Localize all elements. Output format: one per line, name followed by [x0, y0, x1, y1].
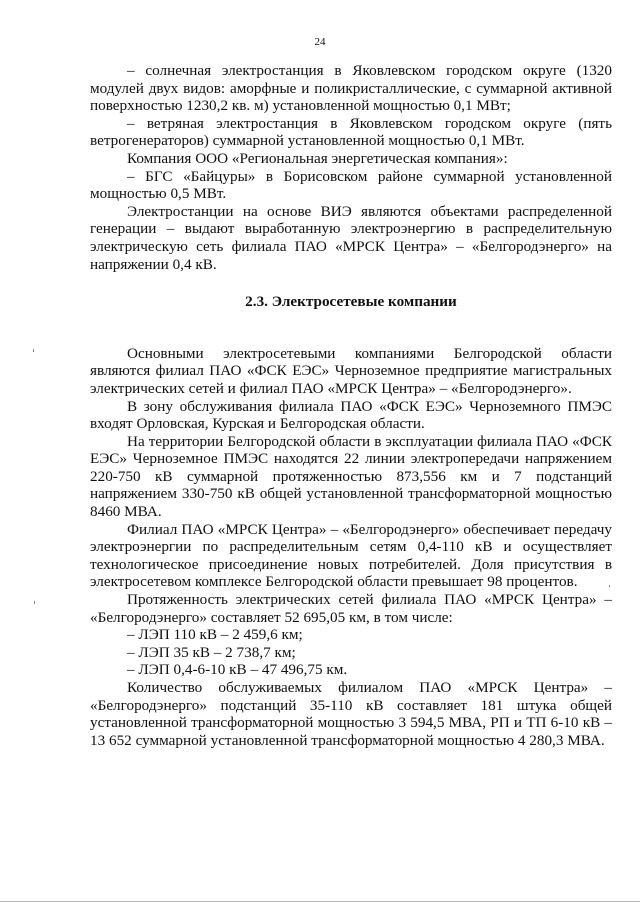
- list-item-lep-04-6-10: – ЛЭП 0,4-6-10 кВ – 47 496,75 км.: [127, 661, 348, 679]
- paragraph-main-grid-companies: Основными электросетевыми компаниями Белгородской области являются филиал ПАО «ФСК ЕЭС» Черноземное предприятие магистральных электрических сетей и филиал ПАО «МРСК Центра» – «Белгородэнерго».: [90, 344, 612, 397]
- section-heading: 2.3. Электросетевые компании: [245, 293, 457, 311]
- paragraph-vie-generation: Электростанции на основе ВИЭ являются объектами распределенной генерации – выдают выработанную электроэнергию в распределительную электрическую сеть филиала ПАО «МРСК Центра» – «Белгородэнерго» на напряжении 0,4 кВ.: [90, 202, 612, 273]
- scan-edge-line: [0, 901, 640, 902]
- paragraph-mrsk-transmission: Филиал ПАО «МРСК Центра» – «Белгородэнерго» обеспечивает передачу электроэнергии по распределительным сетям 0,4-110 кВ и осуществляет технологическое присоединение новых потребителей. Доля присутствия в электросетевом комплексе Белгородской области превышает 98 процентов.: [90, 520, 612, 591]
- list-item-lep-35: – ЛЭП 35 кВ – 2 738,7 км;: [127, 643, 296, 661]
- scan-mark: [34, 601, 35, 604]
- paragraph-wind-station: – ветряная электростанция в Яковлевском городском округе (пять ветрогенераторов) суммарной установленной мощностью 0,1 МВт.: [90, 114, 612, 150]
- paragraph-bgs-baytsury: – БГС «Байцуры» в Борисовском районе суммарной установленной мощностью 0,5 МВт.: [90, 167, 612, 203]
- page-number: 24: [314, 36, 326, 48]
- paragraph-service-zone: В зону обслуживания филиала ПАО «ФСК ЕЭС» Черноземного ПМЭС входят Орловская, Курская и Белгородская области.: [90, 397, 612, 433]
- paragraph-company-rek: Компания ООО «Региональная энергетическая компания»:: [127, 149, 508, 167]
- document-body: [90, 62, 612, 749]
- list-item-lep-110: – ЛЭП 110 кВ – 2 459,6 км;: [127, 626, 303, 644]
- paragraph-network-length: Протяженность электрических сетей филиала ПАО «МРСК Центра» – «Белгородэнерго» составляет 52 695,05 км, в том числе:: [90, 591, 612, 626]
- paragraph-solar-station: – солнечная электростанция в Яковлевском городском округе (1320 модулей двух видов: аморфные и поликристаллические, с суммарной активной поверхностью 1230,2 кв. м) установленной мощностью 0,1 МВт;: [90, 62, 612, 115]
- paragraph-fsk-lines: На территории Белгородской области в эксплуатации филиала ПАО «ФСК ЕЭС» Черноземное ПМЭС находятся 22 линии электропередачи напряжением 220-750 кВ суммарной протяженностью 873,556 км и 7 подстанций напряжением 330-750 кВ общей установленной трансформаторной мощностью 8460 МВА.: [90, 432, 612, 521]
- scan-mark: [609, 585, 610, 587]
- paragraph-substations-count: Количество обслуживаемых филиалом ПАО «МРСК Центра» – «Белгородэнерго» подстанций 35-110 кВ составляет 181 штука общей установленной трансформаторной мощностью 3 594,5 МВА, РП и ТП 6-10 кВ – 13 652 суммарной установленной трансформаторной мощностью 4 280,3 МВА.: [90, 679, 612, 749]
- scan-mark: [33, 349, 34, 352]
